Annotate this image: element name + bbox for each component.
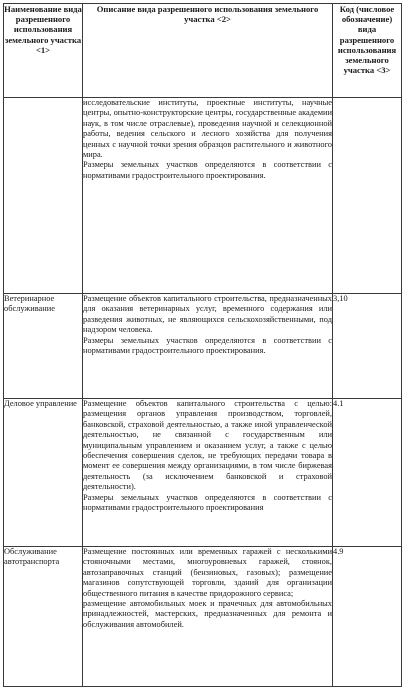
use-name-cell: Деловое управление xyxy=(4,399,83,547)
description-paragraph: размещение автомобильных моек и прачечных для автомобильных принадлежностей, мастерских, предназначенных для ремонта и обслуживания автомобилей. xyxy=(83,599,332,629)
use-description-cell xyxy=(83,294,333,399)
use-description-cell xyxy=(83,98,333,294)
table-header-row xyxy=(4,4,402,98)
use-code-cell: 4.1 xyxy=(333,399,402,547)
table-row xyxy=(4,547,402,687)
description-paragraph: Размещение объектов капитального строительства с целью: размещения органов управления производством, торговлей, банковской, страховой деятельностью, а также иной управленческой деятельностью, не связанной с государственным или муниципальным управлением и оказанием услуг, а также с целью обеспечения совершения сделок, не требующих передачи товара в момент ее совершения между организациями, в том числе биржевая деятельность (за исключением банковской и страховой деятельности). xyxy=(83,399,332,492)
table-row xyxy=(4,98,402,294)
land-use-table xyxy=(3,3,402,687)
use-code-cell xyxy=(333,98,402,294)
description-paragraph: Размеры земельных участков определяются в соответствии с нормативами градостроительного проектирования. xyxy=(83,335,332,356)
use-name-cell: Обслуживание автотранспорта xyxy=(4,547,83,687)
use-code-cell: 4.9 xyxy=(333,547,402,687)
use-description-cell xyxy=(83,399,333,547)
table-row xyxy=(4,294,402,399)
header-name-column: Наименование вида разрешенного использования земельного участка <1> xyxy=(4,4,83,98)
header-code-column: Код (числовое обозначение) вида разрешенного использования земельного участка <3> xyxy=(333,4,402,98)
table-row xyxy=(4,399,402,547)
header-description-column: Описание вида разрешенного использования земельного участка <2> xyxy=(83,4,333,98)
use-description-cell xyxy=(83,547,333,687)
use-name-cell: Ветеринарное обслуживание xyxy=(4,294,83,399)
description-paragraph: Размеры земельных участков определяются в соответствии с нормативами градостроительного проектирования xyxy=(83,492,332,513)
description-paragraph: Размещение постоянных или временных гаражей с несколькими стояночными местами, многоуровневых гаражей, стоянок, автозаправочных станций (бензиновых, газовых); размещение магазинов сопутствующей торговли, зданий для организации общественного питания в качестве придорожного сервиса; xyxy=(83,547,332,598)
description-paragraph: Размеры земельных участков определяются в соответствии с нормативами градостроительного проектирования. xyxy=(83,160,332,180)
description-paragraph: исследовательские институты, проектные институты, научные центры, опытно-конструкторские центры, государственные академии наук, в том числе отраслевые), проведения научной и селекционной работы, ведения сельского и лесного хозяйства для получения ценных с научной точки зрения образцов растительного и животного мира. xyxy=(83,98,332,160)
use-code-cell: 3,10 xyxy=(333,294,402,399)
use-name-cell xyxy=(4,98,83,294)
description-paragraph: Размещение объектов капитального строительства, предназначенных для оказания ветеринарных услуг, временного содержания или разведения животных, не являющихся сельскохозяйственными, под надзором человека. xyxy=(83,294,332,335)
